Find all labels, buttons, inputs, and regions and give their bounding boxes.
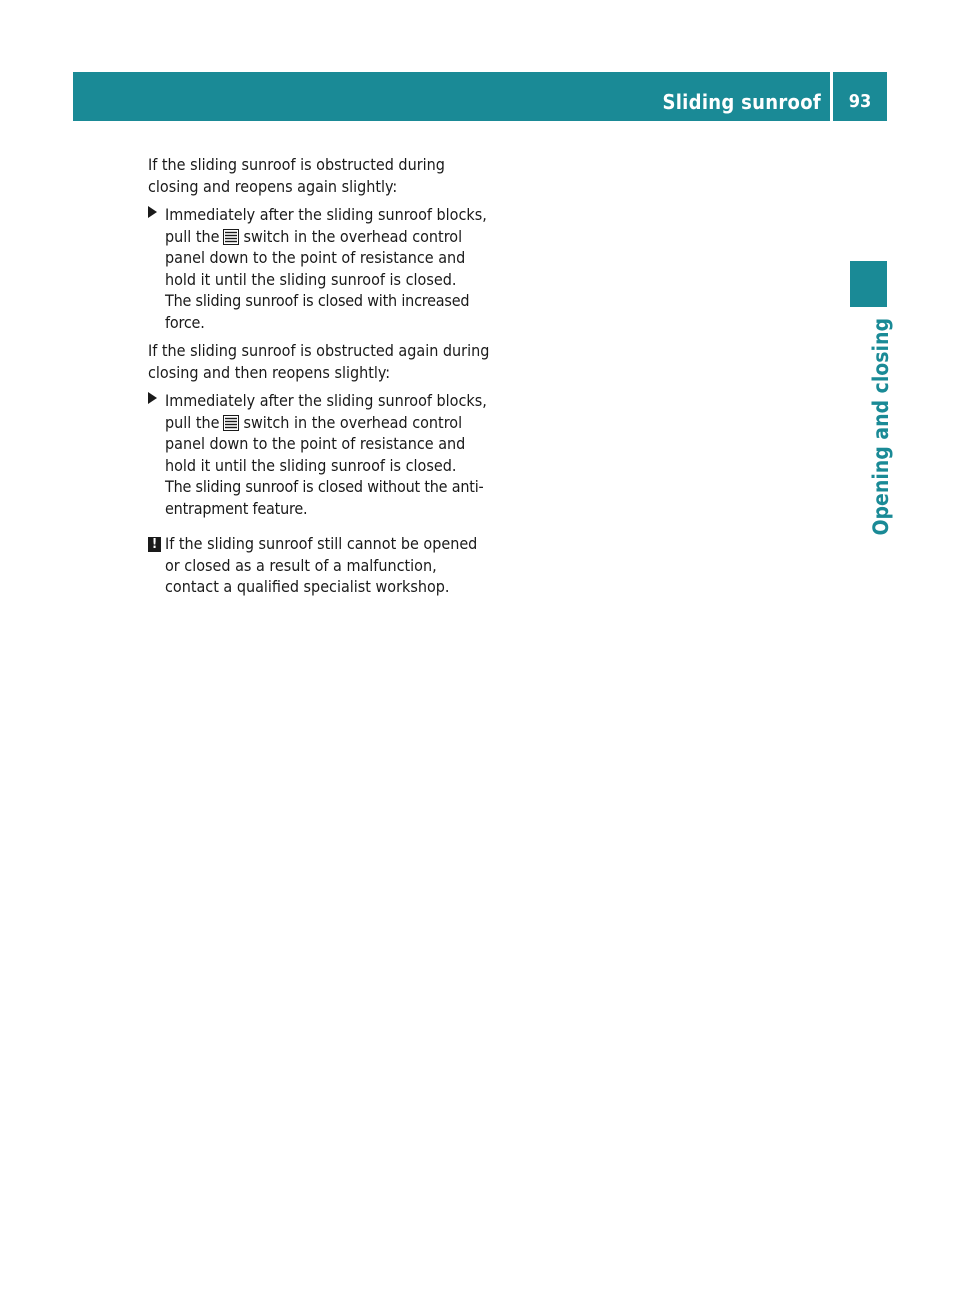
intro-paragraph-1: If the sliding sunroof is obstructed during closing and reopens again slightly: — [148, 155, 445, 196]
header-divider — [830, 72, 833, 121]
step-1-result: The sliding sunroof is closed with increased force. — [165, 291, 470, 332]
warning-note — [148, 533, 493, 598]
section-title: Sliding sunroof — [662, 90, 821, 114]
step-2-text-after: switch in the overhead control panel down to the point of resistance and hold it until the sliding sunroof is closed. — [165, 412, 466, 475]
instruction-step-2 — [148, 390, 493, 519]
step-1-text-after: switch in the overhead control panel down to the point of resistance and hold it until the sliding sunroof is closed. — [165, 226, 466, 289]
sunroof-switch-icon — [223, 229, 239, 245]
step-2-text-before: Immediately after the sliding sunroof blocks, pull the — [165, 391, 487, 432]
intro-paragraph-2: If the sliding sunroof is obstructed again during closing and then reopens slightly: — [148, 341, 490, 382]
chapter-tab-label: Opening and closing — [869, 318, 893, 536]
page-content — [148, 154, 493, 598]
chapter-tab-marker — [850, 261, 887, 307]
page-number: 93 — [848, 91, 872, 112]
sunroof-switch-icon — [223, 415, 239, 431]
step-2-result: The sliding sunroof is closed without the anti-entrapment feature. — [165, 477, 484, 518]
triangle-right-icon — [148, 390, 157, 412]
instruction-step-1 — [148, 204, 493, 333]
page-header — [73, 72, 887, 121]
triangle-right-icon — [148, 204, 157, 226]
warning-text: If the sliding sunroof still cannot be opened or closed as a result of a malfunction, contact a qualified specialist workshop. — [165, 534, 478, 596]
warning-icon: ! — [148, 537, 161, 552]
step-1-text-before: Immediately after the sliding sunroof blocks, pull the — [165, 205, 487, 246]
